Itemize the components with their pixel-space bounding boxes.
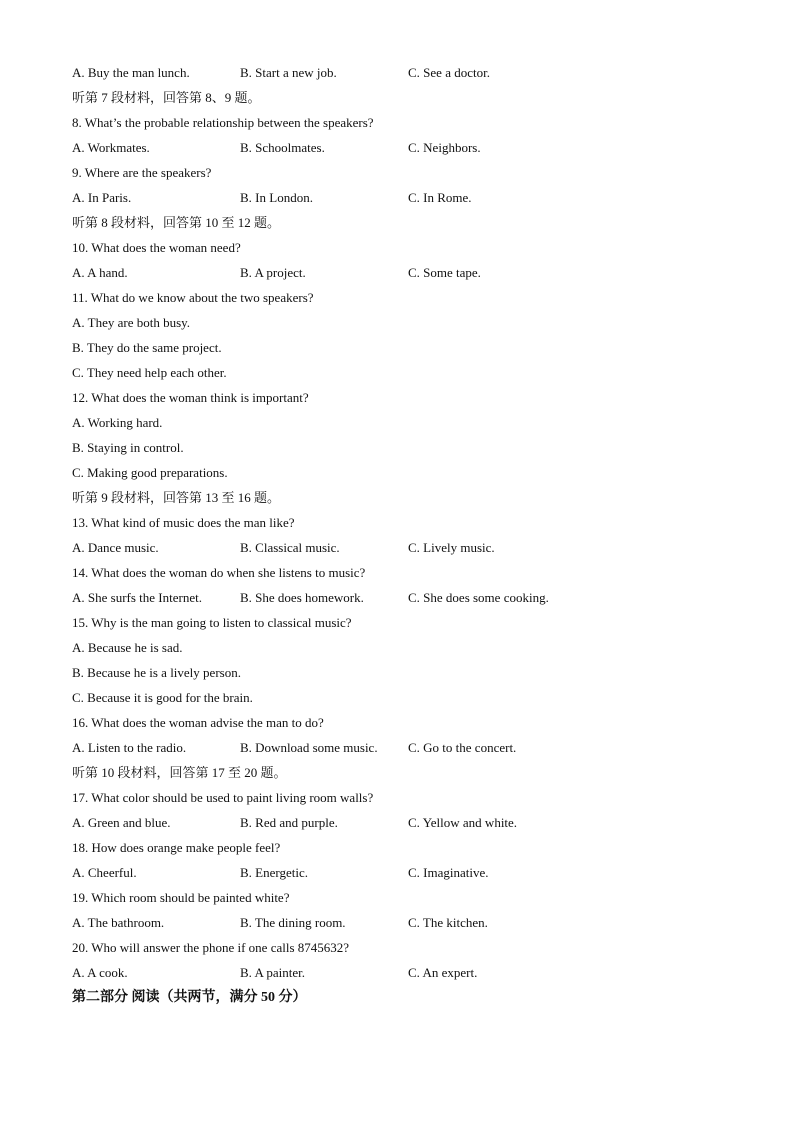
question-text: 17. What color should be used to paint living room walls? <box>72 790 374 805</box>
exam-page <box>72 60 722 1010</box>
section-instruction: 听第 8 段材料，回答第 10 至 12 题。 <box>72 215 281 230</box>
part-heading: 第二部分 阅读（共两节，满分 50 分） <box>72 990 307 1005</box>
question-text: B. They do the same project. <box>72 340 222 355</box>
option-a: A. She surfs the Internet. <box>72 590 202 605</box>
option-b: B. The dining room. <box>240 915 346 930</box>
section-instruction: 听第 9 段材料，回答第 13 至 16 题。 <box>72 490 281 505</box>
option-b: B. A project. <box>240 265 306 280</box>
question-text: 10. What does the woman need? <box>72 240 241 255</box>
question-text: 19. Which room should be painted white? <box>72 890 290 905</box>
options-row <box>72 860 722 885</box>
options-row <box>72 535 722 560</box>
option-b: B. A painter. <box>240 965 305 980</box>
question-text: C. Because it is good for the brain. <box>72 690 253 705</box>
option-c: C. She does some cooking. <box>408 590 549 605</box>
options-row <box>72 960 722 985</box>
option-c: C. See a doctor. <box>408 65 490 80</box>
question-text: 14. What does the woman do when she listens to music? <box>72 565 366 580</box>
option-c: C. Lively music. <box>408 540 495 555</box>
option-b: B. She does homework. <box>240 590 364 605</box>
option-c: C. Neighbors. <box>408 140 481 155</box>
options-row <box>72 60 722 85</box>
question-text: C. They need help each other. <box>72 365 227 380</box>
section-instruction: 听第 7 段材料，回答第 8、9 题。 <box>72 90 261 105</box>
option-b: B. Start a new job. <box>240 65 337 80</box>
option-c: C. The kitchen. <box>408 915 488 930</box>
option-b: B. In London. <box>240 190 313 205</box>
option-a: A. The bathroom. <box>72 915 165 930</box>
option-c: C. Yellow and white. <box>408 815 518 830</box>
option-b: B. Classical music. <box>240 540 340 555</box>
options-row <box>72 810 722 835</box>
question-text: 13. What kind of music does the man like? <box>72 515 295 530</box>
option-a: A. Buy the man lunch. <box>72 65 190 80</box>
options-row <box>72 260 722 285</box>
option-c: C. In Rome. <box>408 190 472 205</box>
section-instruction: 听第 10 段材料，回答第 17 至 20 题。 <box>72 765 287 780</box>
question-text: C. Making good preparations. <box>72 465 228 480</box>
question-text: B. Because he is a lively person. <box>72 665 241 680</box>
option-c: C. Imaginative. <box>408 865 489 880</box>
option-a: A. Green and blue. <box>72 815 171 830</box>
option-b: B. Energetic. <box>240 865 308 880</box>
options-row <box>72 185 722 210</box>
question-text: 9. Where are the speakers? <box>72 165 212 180</box>
option-a: A. Cheerful. <box>72 865 137 880</box>
question-text: 18. How does orange make people feel? <box>72 840 281 855</box>
options-row <box>72 735 722 760</box>
question-text: B. Staying in control. <box>72 440 184 455</box>
option-a: A. A cook. <box>72 965 128 980</box>
option-c: C. An expert. <box>408 965 478 980</box>
question-text: A. Because he is sad. <box>72 640 183 655</box>
options-row <box>72 135 722 160</box>
option-a: A. In Paris. <box>72 190 132 205</box>
option-b: B. Schoolmates. <box>240 140 325 155</box>
option-a: A. Listen to the radio. <box>72 740 187 755</box>
option-b: B. Red and purple. <box>240 815 338 830</box>
option-a: A. A hand. <box>72 265 128 280</box>
question-text: 15. Why is the man going to listen to classical music? <box>72 615 352 630</box>
question-text: 8. What’s the probable relationship between the speakers? <box>72 115 374 130</box>
question-text: 12. What does the woman think is important? <box>72 390 309 405</box>
question-text: A. They are both busy. <box>72 315 191 330</box>
option-c: C. Some tape. <box>408 265 481 280</box>
question-text: A. Working hard. <box>72 415 163 430</box>
option-a: A. Dance music. <box>72 540 159 555</box>
question-text: 20. Who will answer the phone if one calls 8745632? <box>72 940 350 955</box>
option-c: C. Go to the concert. <box>408 740 517 755</box>
option-a: A. Workmates. <box>72 140 150 155</box>
question-text: 16. What does the woman advise the man to do? <box>72 715 324 730</box>
option-b: B. Download some music. <box>240 740 378 755</box>
question-text: 11. What do we know about the two speakers? <box>72 290 314 305</box>
options-row <box>72 910 722 935</box>
options-row <box>72 585 722 610</box>
